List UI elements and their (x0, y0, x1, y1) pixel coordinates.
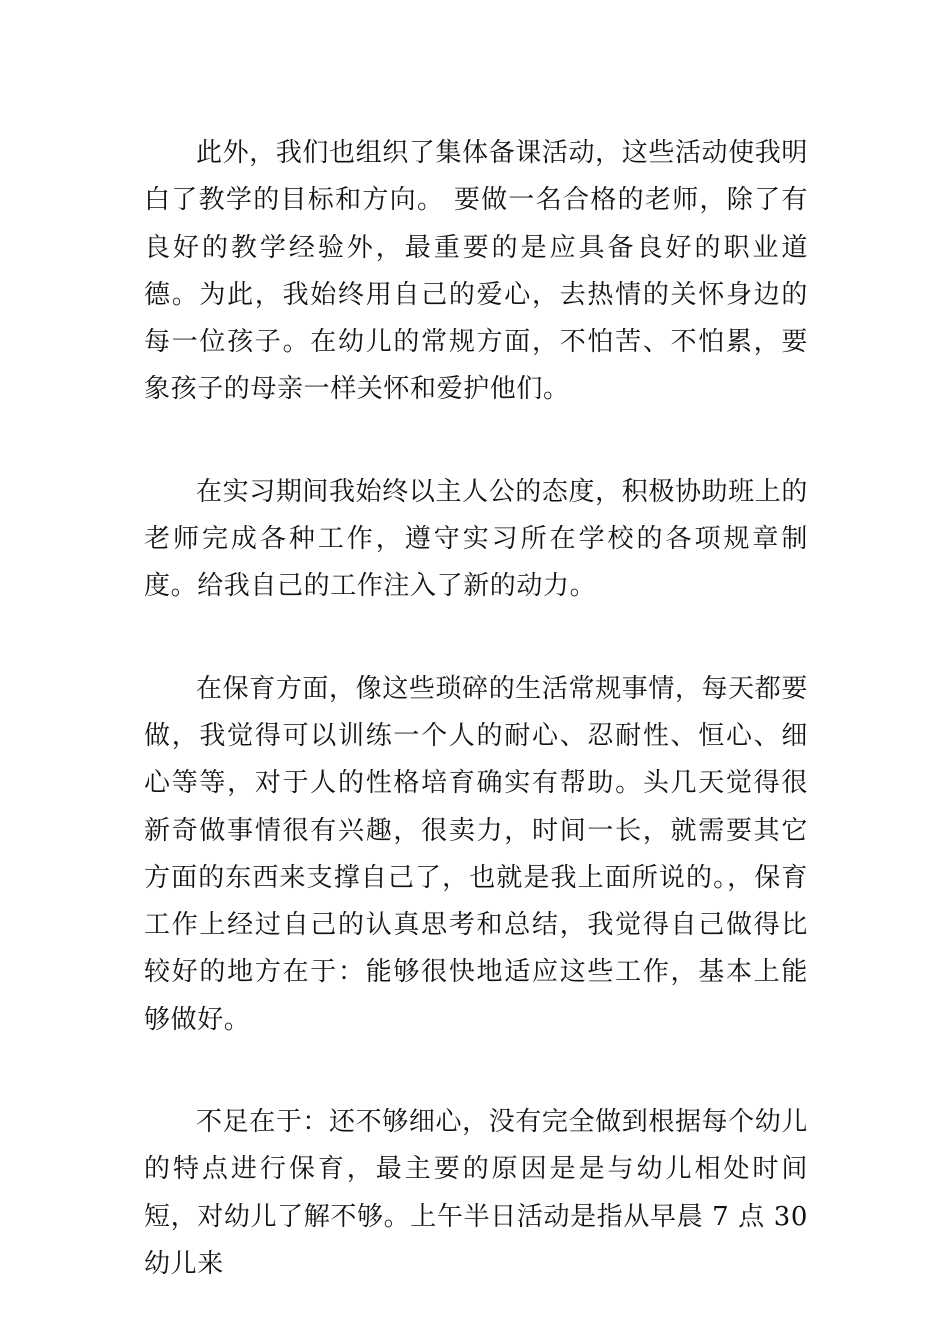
paragraph-3: 在保育方面，像这些琐碎的生活常规事情，每天都要做，我觉得可以训练一个人的耐心、忍耐性、恒心、细心等等，对于人的性格培育确实有帮助。头几天觉得很新奇做事情很有兴趣，很卖力，时间一长，就需要其它方面的东西来支撑自己了，也就是我上面所说的。，保育工作上经过自己的认真思考和总结，我觉得自己做得比较好的地方在于：能够很快地适应这些工作，基本上能够做好。 (144, 673, 808, 1035)
document-body (144, 130, 808, 1288)
paragraph-2: 在实习期间我始终以主人公的态度，积极协助班上的老师完成各种工作，遵守实习所在学校的各项规章制度。给我自己的工作注入了新的动力。 (144, 476, 808, 602)
paragraph-1: 此外，我们也组织了集体备课活动，这些活动使我明白了教学的目标和方向。 要做一名合格的老师，除了有良好的教学经验外，最重要的是应具备良好的职业道德。为此，我始终用自己的爱心，去热情的关怀身边的每一位孩子。在幼儿的常规方面，不怕苦、不怕累，要象孩子的母亲一样关怀和爱护他们。 (144, 138, 808, 405)
paragraph-4: 不足在于：还不够细心，没有完全做到根据每个幼儿的特点进行保育，最主要的原因是是与幼儿相处时间短，对幼儿了解不够。上午半日活动是指从早晨 7 点 30 幼儿来 (144, 1107, 808, 1279)
